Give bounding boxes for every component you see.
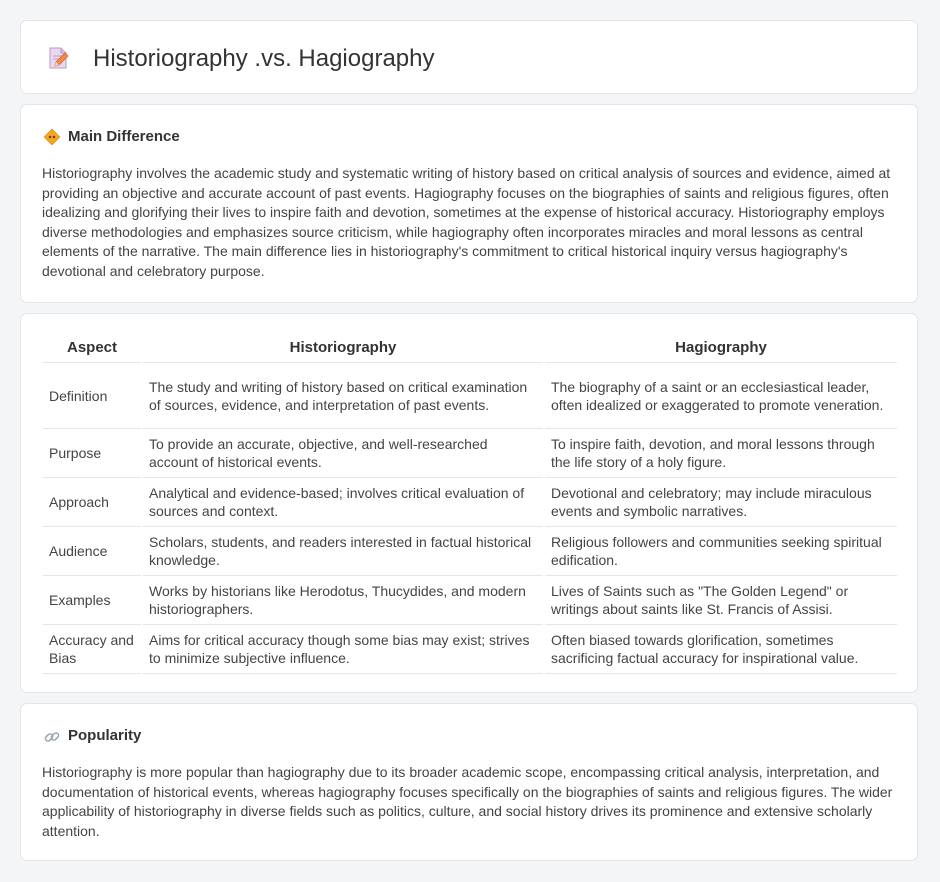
document-pencil-icon xyxy=(45,45,71,71)
column-header-historiography: Historiography xyxy=(143,332,543,363)
aspect-cell: Purpose xyxy=(43,429,141,478)
table-row xyxy=(43,527,897,576)
column-header-hagiography: Hagiography xyxy=(545,332,897,363)
table-row xyxy=(43,478,897,527)
table-row xyxy=(43,429,897,478)
aspect-cell: Accuracy and Bias xyxy=(43,625,141,674)
historiography-cell: Scholars, students, and readers interested in factual historical knowledge. xyxy=(143,527,543,576)
link-icon xyxy=(43,728,61,746)
hagiography-cell: The biography of a saint or an ecclesiastical leader, often idealized or exaggerated to promote veneration. xyxy=(545,363,897,429)
table-header-row xyxy=(43,332,897,363)
page-title: Historiography .vs. Hagiography xyxy=(93,45,435,72)
comparison-card xyxy=(20,313,918,693)
historiography-cell: Aims for critical accuracy though some bias may exist; strives to minimize subjective influence. xyxy=(143,625,543,674)
popularity-text: Historiography is more popular than hagiography due to its broader academic scope, encompassing critical analysis, interpretation, and documentation of historical events, whereas hagiography focuses specifically on the biographies of saints and religious figures. The wider applicability of historiography in diverse fields such as politics, culture, and social history drives its prominence and extensive scholarly attention. xyxy=(42,764,893,839)
main-difference-heading: Main Difference xyxy=(68,128,180,145)
title-card xyxy=(20,20,918,94)
hagiography-cell: Religious followers and communities seeking spiritual edification. xyxy=(545,527,897,576)
table-row xyxy=(43,576,897,625)
hagiography-cell: Devotional and celebratory; may include miraculous events and symbolic narratives. xyxy=(545,478,897,527)
historiography-cell: Analytical and evidence-based; involves critical evaluation of sources and context. xyxy=(143,478,543,527)
hagiography-cell: To inspire faith, devotion, and moral lessons through the life story of a holy figure. xyxy=(545,429,897,478)
aspect-cell: Definition xyxy=(43,363,141,429)
historiography-cell: Works by historians like Herodotus, Thucydides, and modern historiographers. xyxy=(143,576,543,625)
aspect-cell: Approach xyxy=(43,478,141,527)
hagiography-cell: Often biased towards glorification, sometimes sacrificing factual accuracy for inspirational value. xyxy=(545,625,897,674)
popularity-card xyxy=(20,703,918,861)
hagiography-cell: Lives of Saints such as "The Golden Legend" or writings about saints like St. Francis of Assisi. xyxy=(545,576,897,625)
main-difference-text: Historiography involves the academic study and systematic writing of history based on critical analysis of sources and evidence, aimed at providing an objective and accurate account of past events. Hagiography focuses on the biographies of saints and religious figures, often idealizing and glorifying their lives to inspire faith and devotion, sometimes at the expense of historical accuracy. Historiography employs diverse methodologies and emphasizes source criticism, while hagiography often incorporates miracles and moral lessons as central elements of the narrative. The main difference lies in historiography's commitment to critical historical inquiry versus hagiography's devotional and celebratory purpose. xyxy=(42,165,891,279)
popularity-heading: Popularity xyxy=(68,727,142,744)
historiography-cell: To provide an accurate, objective, and well-researched account of historical events. xyxy=(143,429,543,478)
historiography-cell: The study and writing of history based on critical examination of sources, evidence, and interpretation of past events. xyxy=(143,363,543,429)
aspect-cell: Examples xyxy=(43,576,141,625)
aspect-cell: Audience xyxy=(43,527,141,576)
comparison-table xyxy=(41,332,899,674)
column-header-aspect: Aspect xyxy=(43,332,141,363)
main-difference-card xyxy=(20,104,918,303)
table-row xyxy=(43,363,897,429)
diamond-icon xyxy=(43,128,61,146)
table-row xyxy=(43,625,897,674)
